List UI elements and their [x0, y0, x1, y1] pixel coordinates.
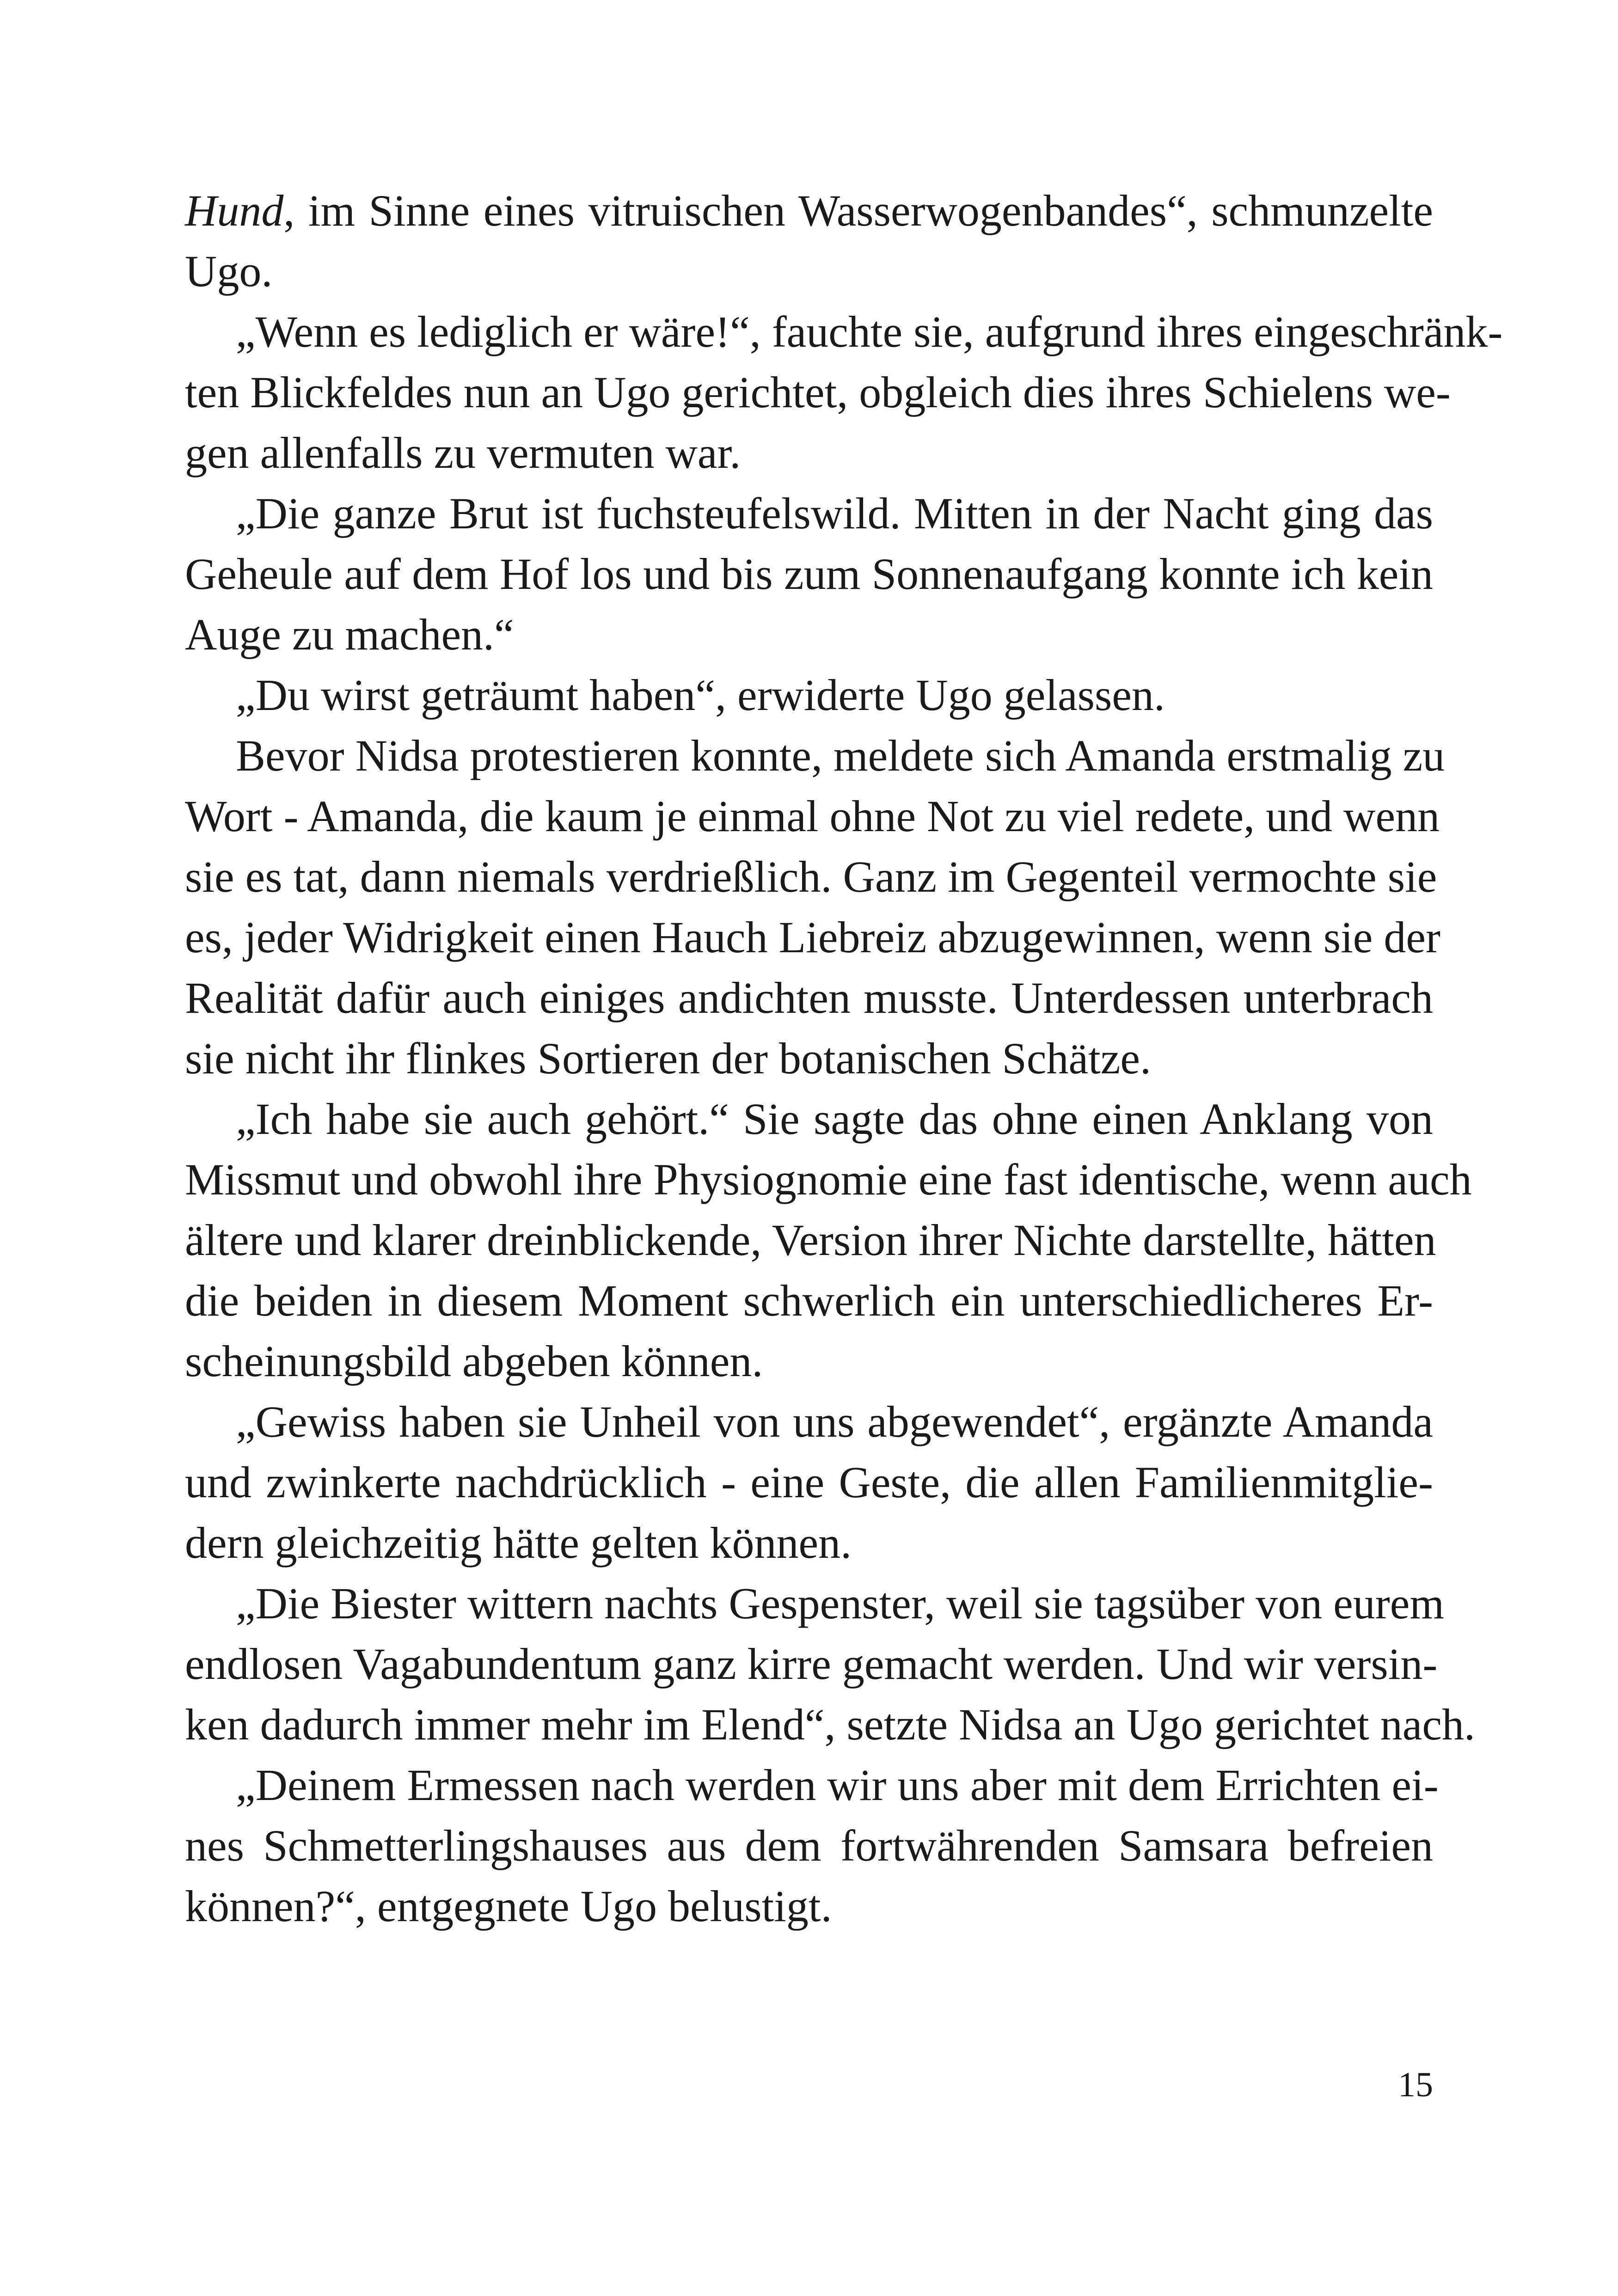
text-line: Ugo.	[185, 246, 273, 296]
text-line: „Die Biester wittern nachts Gespenster, weil sie tagsüber von eurem	[236, 1579, 1444, 1628]
text-line: „Wenn es lediglich er wäre!“, fauchte sie, aufgrund ihres eingeschränk-	[236, 307, 1503, 356]
text-line: Geheule auf dem Hof los und bis zum Sonnenaufgang konnte ich kein	[185, 549, 1433, 599]
body-text	[185, 180, 1503, 1936]
text-line: und zwinkerte nachdrücklich - eine Geste, die allen Familienmitglie-	[185, 1457, 1433, 1507]
text-line: „Gewiss haben sie Unheil von uns abgewendet“, ergänzte Amanda	[236, 1397, 1433, 1446]
text-line: können?“, entgegnete Ugo belustigt.	[185, 1881, 832, 1931]
text-line: nes Schmetterlingshauses aus dem fortwährenden Samsara befreien	[185, 1821, 1433, 1870]
text-line: Auge zu machen.“	[185, 610, 514, 659]
text-line: scheinungsbild abgeben können.	[185, 1336, 763, 1386]
text-line: sie es tat, dann niemals verdrießlich. Ganz im Gegenteil vermochte sie	[185, 852, 1437, 901]
line-text: , im Sinne eines vitruischen Wasserwogenbandes“, schmunzelte	[283, 186, 1433, 235]
text-line: sie nicht ihr flinkes Sortieren der botanischen Schätze.	[185, 1034, 1152, 1083]
page-number: 15	[1398, 2065, 1433, 2104]
text-line: Missmut und obwohl ihre Physiognomie eine fast identische, wenn auch	[185, 1155, 1472, 1204]
text-line: „Du wirst geträumt haben“, erwiderte Ugo gelassen.	[236, 670, 1165, 720]
text-line: endlosen Vagabundentum ganz kirre gemacht werden. Und wir versin-	[185, 1639, 1438, 1689]
italic-word: Hund	[185, 186, 284, 235]
text-line: Realität dafür auch einiges andichten musste. Unterdessen unterbrach	[185, 973, 1433, 1022]
text-line: ältere und klarer dreinblickende, Version ihrer Nichte darstellte, hätten	[185, 1215, 1436, 1265]
text-line: „Deinem Ermessen nach werden wir uns aber mit dem Errichten ei-	[236, 1760, 1439, 1810]
text-line: Wort - Amanda, die kaum je einmal ohne Not zu viel redete, und wenn	[185, 791, 1440, 841]
text-line: „Ich habe sie auch gehört.“ Sie sagte das ohne einen Anklang von	[236, 1094, 1433, 1144]
text-line: „Die ganze Brut ist fuchsteufelswild. Mitten in der Nacht ging das	[236, 489, 1433, 538]
text-line: es, jeder Widrigkeit einen Hauch Liebreiz abzugewinnen, wenn sie der	[185, 912, 1440, 962]
text-line: Bevor Nidsa protestieren konnte, meldete sich Amanda erstmalig zu	[236, 731, 1445, 780]
text-line: die beiden in diesem Moment schwerlich ein unterschiedlicheres Er-	[185, 1276, 1433, 1325]
text-line: ten Blickfeldes nun an Ugo gerichtet, obgleich dies ihres Schielens we-	[185, 367, 1451, 417]
text-line: dern gleichzeitig hätte gelten können.	[185, 1518, 852, 1567]
text-line	[185, 180, 1433, 241]
text-line: gen allenfalls zu vermuten war.	[185, 428, 741, 478]
text-line: ken dadurch immer mehr im Elend“, setzte Nidsa an Ugo gerichtet nach.	[185, 1700, 1475, 1749]
